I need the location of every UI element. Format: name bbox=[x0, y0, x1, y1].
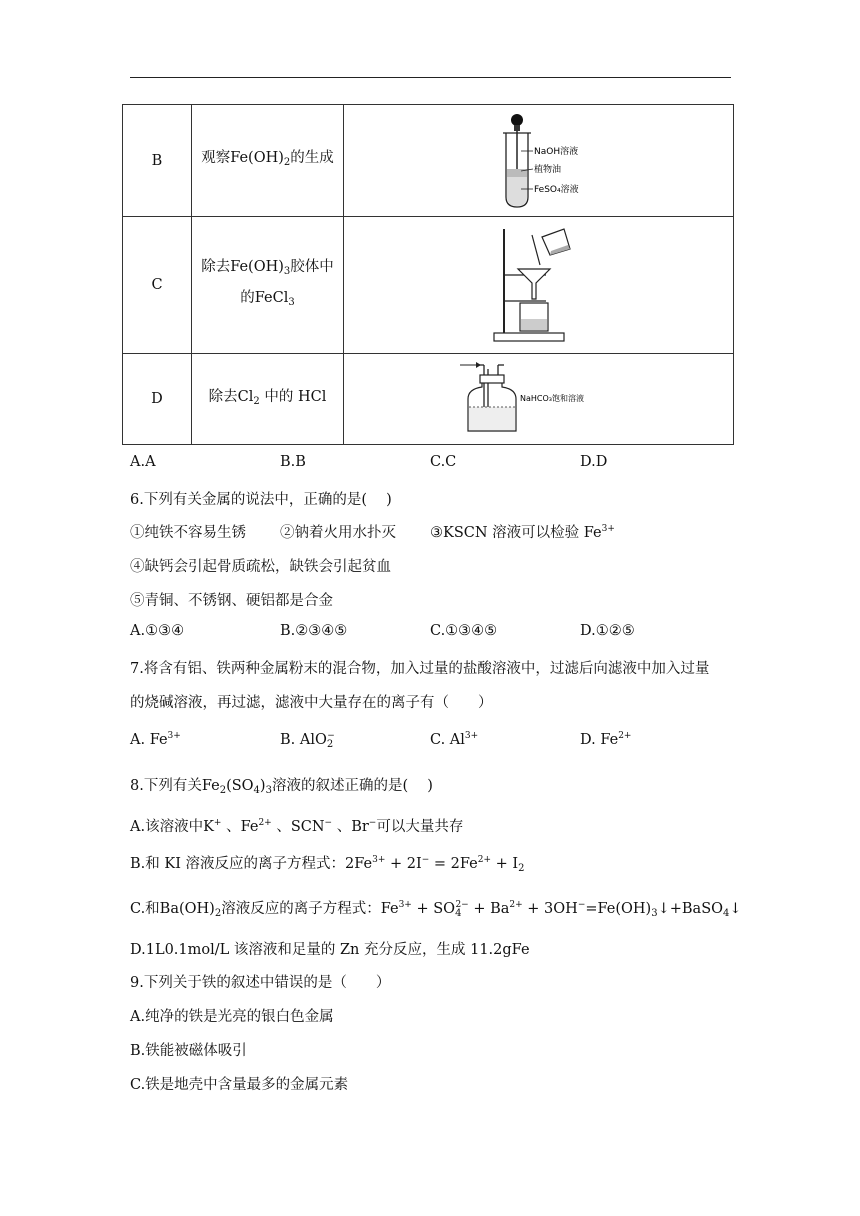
test-tube-diagram bbox=[469, 107, 609, 211]
feso4-label: FeSO₄溶液 bbox=[533, 184, 579, 195]
q6-statement-5: ⑤青铜、不锈钢、硬铝都是合金 bbox=[130, 593, 333, 609]
q6-statement-1: ①纯铁不容易生锈 bbox=[130, 525, 246, 541]
apparatus-cell bbox=[344, 105, 734, 217]
table-row bbox=[123, 105, 734, 217]
q8-stem: 8.下列有关$Fe_2(SO_4)_3$溶液的叙述正确的是( ) bbox=[130, 778, 433, 796]
apparatus-cell bbox=[344, 354, 734, 445]
option-cell: B bbox=[123, 105, 192, 217]
q6-option-d[interactable]: D.①②⑤ bbox=[580, 623, 635, 639]
gas-washing-bottle-diagram bbox=[454, 357, 624, 437]
q8-option-d[interactable]: D.1L0.1mol/L 该溶液和足量的 Zn 充分反应，生成 11.2gFe bbox=[130, 942, 530, 958]
option-cell: C bbox=[123, 217, 192, 354]
q6-stem: 6.下列有关金属的说法中，正确的是( ) bbox=[130, 492, 392, 508]
q6-option-a[interactable]: A.①③④ bbox=[130, 623, 185, 639]
q9-option-a[interactable]: A.纯净的铁是光亮的银白色金属 bbox=[130, 1009, 334, 1025]
description-cell: 除去$Cl_2$ 中的 HCl bbox=[192, 354, 344, 445]
description-cell: 除去$Fe(OH)_3$胶体中 的FeCl$_3$ bbox=[192, 217, 344, 354]
table-row bbox=[123, 354, 734, 445]
q7-option-c[interactable]: C. $Al^{3+}$ bbox=[430, 731, 479, 748]
q7-option-a[interactable]: A. $Fe^{3+}$ bbox=[130, 731, 181, 748]
q9-option-c[interactable]: C.铁是地壳中含量最多的金属元素 bbox=[130, 1077, 349, 1093]
q5-option-c[interactable]: C.C bbox=[430, 454, 457, 470]
header-rule bbox=[130, 77, 731, 78]
nahco3-label: NaHCO₃饱和溶液 bbox=[519, 394, 584, 403]
q5-option-a[interactable]: A.A bbox=[130, 454, 156, 470]
q9-option-b[interactable]: B.铁能被磁体吸引 bbox=[130, 1043, 247, 1059]
experiment-table bbox=[122, 104, 734, 445]
apparatus-cell bbox=[344, 217, 734, 354]
q9-stem: 9.下列关于铁的叙述中错误的是（ ） bbox=[130, 975, 391, 991]
q8-option-c[interactable]: C.和$Ba(OH)_2$溶液反应的离子方程式：$Fe^{3+} + SO_4^{2-} + Ba^{2+}$ + $3OH^-=Fe(OH)_3↓+BaSO_4↓$ bbox=[130, 900, 742, 919]
description-cell: 观察$Fe(OH)_2$的生成 bbox=[192, 105, 344, 217]
q5-option-b[interactable]: B.B bbox=[280, 454, 306, 470]
q8-option-b[interactable]: B.和 KI 溶液反应的离子方程式：$2Fe^{3+} + 2I^- = 2Fe^{2+} + I_2$ bbox=[130, 855, 525, 874]
q5-option-d[interactable]: D.D bbox=[580, 454, 608, 470]
q7-option-d[interactable]: D. $Fe^{2+}$ bbox=[580, 731, 632, 748]
q6-option-b[interactable]: B.②③④⑤ bbox=[280, 623, 348, 639]
q7-stem-line2: 的烧碱溶液，再过滤，滤液中大量存在的离子有（ ） bbox=[130, 695, 493, 711]
naoh-label: NaOH溶液 bbox=[533, 146, 578, 157]
oil-label: 植物油 bbox=[533, 164, 561, 175]
filtration-diagram bbox=[484, 221, 594, 345]
q7-stem-line1: 7.将含有铝、铁两种金属粉末的混合物，加入过量的盐酸溶液中，过滤后向滤液中加入过量 bbox=[130, 661, 710, 677]
table-row bbox=[123, 217, 734, 354]
q6-statement-3: ③KSCN 溶液可以检验 $Fe^{3+}$ bbox=[430, 524, 615, 541]
q6-option-c[interactable]: C.①③④⑤ bbox=[430, 623, 498, 639]
q8-option-a[interactable]: A.该溶液中K+ 、$Fe^{2+}$ 、SCN− 、Br−可以大量共存 bbox=[130, 818, 464, 835]
option-cell: D bbox=[123, 354, 192, 445]
q6-statement-2: ②钠着火用水扑灭 bbox=[280, 525, 396, 541]
q7-option-b[interactable]: B. AlO$_2$− bbox=[280, 731, 335, 750]
q6-statement-4: ④缺钙会引起骨质疏松，缺铁会引起贫血 bbox=[130, 559, 391, 575]
